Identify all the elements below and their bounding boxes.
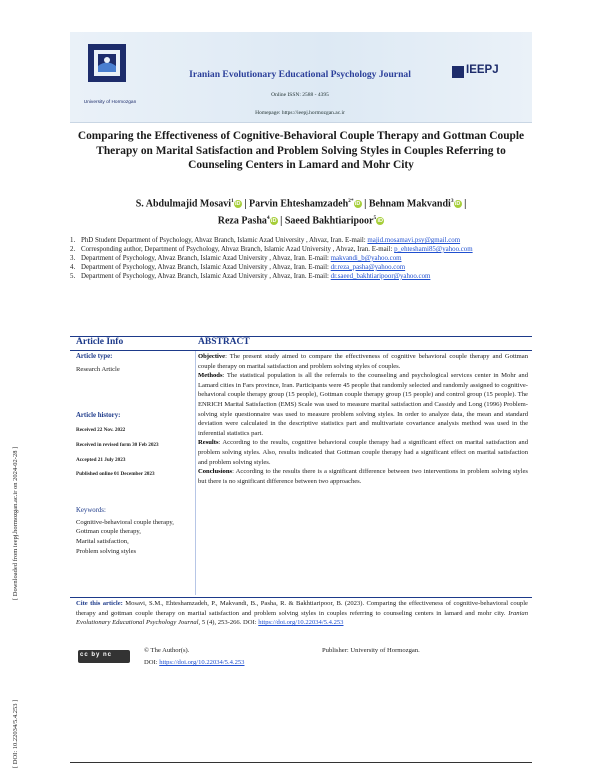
cite-label: Cite this article:	[76, 600, 123, 607]
abstract-heading: ABSTRACT	[198, 337, 250, 347]
author-name: Saeed Bakhtiaripoor	[284, 215, 374, 227]
orcid-icon[interactable]: iD	[270, 218, 277, 225]
affiliation-number: 4.	[70, 263, 76, 271]
email-link[interactable]: dr.reza_pasha@yahoo.com	[330, 263, 406, 271]
published-date: Published online 01 December 2023	[76, 471, 155, 478]
affiliation-text: Department of Psychology, Ahvaz Branch, Islamic Azad University , Ahvaz, Iran. E-mail:	[81, 254, 329, 262]
email-link[interactable]: p_ehteshami85@yahoo.com	[394, 245, 473, 253]
email-link[interactable]: makvandi_b@yahoo.com	[330, 254, 402, 262]
orcid-icon[interactable]: iD	[235, 201, 241, 208]
abstract-objective	[198, 352, 528, 371]
journal-homepage: Homepage: https://ieepj.hormozgan.ac.ir	[255, 110, 345, 116]
university-logo-icon	[84, 40, 130, 86]
author-sup: 3	[450, 198, 454, 204]
author-sup: 1	[231, 198, 234, 204]
author-sup: 4	[266, 215, 270, 222]
conclusions-label: Conclusions	[198, 468, 233, 476]
footer-rule	[70, 762, 532, 763]
accepted-date: Accepted 21 July 2023	[76, 456, 126, 463]
objective-label: Objective	[198, 353, 226, 360]
abstract-conclusions	[198, 467, 528, 486]
column-divider	[195, 351, 196, 595]
revised-date: Received in revised form 30 Feb 2023	[76, 441, 159, 448]
cite-doi-link[interactable]: https://doi.org/10.22034/5.4.253	[258, 619, 344, 627]
cite-rule	[70, 597, 532, 598]
cc-license-label: cc by nc	[80, 652, 113, 658]
university-name: University of Hormozgan	[83, 100, 137, 105]
abstract-body	[198, 352, 528, 486]
affiliation-item	[70, 273, 532, 282]
article-history-label: Article history:	[76, 412, 121, 420]
cite-text: Mosavi, S.M., Ehteshamzadeh, P., Makvandi, B., Pasha, R. & Bakhtiaripoor, B. (2023). Comparing the effectiveness of cognitive-behavioral couple therapy and gottman couple therapy on marital satisfaction and problem solving styles in couples referring to counseling centers in lamard and mohr city.	[76, 600, 528, 617]
keyword-item: Problem solving styles	[76, 547, 137, 555]
received-date: Received 22 Nov. 2022	[76, 427, 126, 434]
orcid-icon[interactable]: iD	[454, 201, 461, 208]
affiliation-text: Corresponding author, Department of Psychology, Ahvaz Branch, Islamic Azad University , Ahvaz, Iran. E-mail:	[81, 245, 393, 253]
keyword-item: Gottman couple therapy,	[76, 528, 141, 536]
article-info-column	[76, 352, 191, 556]
methods-label: Methods	[198, 372, 223, 380]
affiliation-item	[70, 255, 532, 264]
methods-text: : The statistical population is all the referrals to the counseling and psychological services center in Mohr and Lamard cities in Fars province, Iran. Participants were 45 people that randomly selected and randomly assigned to cognitive-behavioral couple therapy group (15 people), Gottman couple therapy group (15 people) and control group (15 people). The ENRICH Marital Satisfaction (EMS) Scale was used to measure marital satisfaction and Cassidy and Long (1996) Problem-solving style questionnaire was used to measure problem solving styles. In order to analyze data, the mean and standard deviation were calculated in the descriptive statistics part and multivariate covariance analysis method was used in the inferential statistics part.	[198, 372, 528, 437]
results-label: Results	[198, 439, 219, 447]
results-text: : According to the results, cognitive behavioral couple therapy had a significant effect on marital satisfaction and problem solving styles. Also, results indicated that Gottman couple therapy had a significant effect on marital satisfaction and problem solving styles.	[198, 439, 528, 466]
email-link[interactable]: dr.saeed_bakhtiaripoor@yahoo.com	[330, 272, 431, 280]
article-info-heading: Article Info	[76, 337, 124, 347]
article-info-header-rule	[70, 336, 532, 351]
affiliations	[70, 237, 532, 282]
article-type-value: Research Article	[76, 365, 120, 373]
ieepj-logo-icon	[452, 66, 464, 78]
affiliation-number: 1.	[70, 237, 76, 244]
affiliation-number: 2.	[70, 245, 76, 253]
affiliation-item	[70, 246, 532, 255]
keywords-label: Keywords:	[76, 506, 106, 514]
cite-volume: , 5 (4), 253-266. DOI:	[198, 619, 257, 627]
doi-link[interactable]: https://doi.org/10.22034/5.4.253	[159, 659, 245, 666]
journal-title: Iranian Evolutionary Educational Psychology Journal	[189, 69, 411, 80]
author-sup: 2*	[348, 198, 354, 204]
affiliation-text: PhD Student Department of Psychology, Ahvaz Branch, Islamic Azad University , Ahvaz, Iran. E-mail:	[81, 237, 366, 244]
author-list: S. Abdulmajid Mosavi$^1$iD | Parvin Ehteshamzadeh$^{2*}$iD | Behnam Makvandi$^3$iD | Reza Pasha$^4$iD | Saeed Bakhtiaripoor$^5$iD	[135, 198, 467, 227]
side-downloaded: [ Downloaded from ieepj.hormozgan.ac.ir on 2024-02-28 ]	[12, 446, 19, 600]
doi-line	[144, 659, 244, 666]
author-name: Behnam Makvandi	[368, 198, 451, 210]
orcid-icon[interactable]: iD	[377, 218, 383, 225]
affiliation-number: 5.	[70, 272, 76, 280]
affiliation-item	[70, 264, 532, 273]
email-link[interactable]: majid.mosamavi.psy@gmail.com	[367, 237, 461, 244]
journal-logo-text: IEEPJ	[466, 64, 499, 76]
abstract-results	[198, 438, 528, 467]
cite-block	[76, 599, 528, 628]
affiliation-number: 3.	[70, 254, 76, 262]
objective-text: : The present study aimed to compare the effectiveness of cognitive behavioral couple therapy and Gottman couple therapy on marital satisfaction and problem solving styles of couples.	[198, 353, 528, 370]
affiliation-item	[70, 237, 532, 246]
publisher-text: Publisher: University of Hormozgan.	[322, 647, 420, 654]
author-sup: 5	[373, 215, 377, 222]
paper-title: Comparing the Effectiveness of Cognitive-Behavioral Couple Therapy and Gottman Couple Therapy on Marital Satisfaction and Problem Solving Styles in Couples Referring to Counseling Centers in Lamard and Mohr City	[77, 130, 525, 171]
keyword-item: Cognitive-behavioral couple therapy,	[76, 518, 174, 526]
article-type-label: Article type:	[76, 353, 113, 360]
author-name: Parvin Ehteshamzadeh	[248, 198, 349, 210]
author-name: Reza Pasha	[217, 215, 267, 227]
journal-issn: Online ISSN: 2588 - 4395	[271, 92, 329, 98]
doi-label: DOI:	[144, 659, 158, 666]
conclusions-text: : According to the results there is a significant difference between two interventions in problem solving styles but there is no significant difference between two approaches.	[198, 468, 528, 485]
copyright-text: © The Author(s).	[144, 647, 190, 654]
keyword-item: Marital satisfaction,	[76, 538, 129, 546]
affiliation-text: Department of Psychology, Ahvaz Branch, Islamic Azad University , Ahvaz, Iran. E-mail:	[81, 272, 329, 280]
side-doi: [ DOI: 10.22034/5.4.253 ]	[12, 699, 19, 768]
abstract-methods	[198, 371, 528, 438]
cite-journal: Iranian Evolutionary Educational Psychology Journal	[76, 609, 528, 627]
author-name: S. Abdulmajid Mosavi	[135, 198, 232, 210]
affiliation-text: Department of Psychology, Ahvaz Branch, Islamic Azad University , Ahvaz, Iran. E-mail:	[81, 263, 329, 271]
orcid-icon[interactable]: iD	[354, 201, 361, 208]
